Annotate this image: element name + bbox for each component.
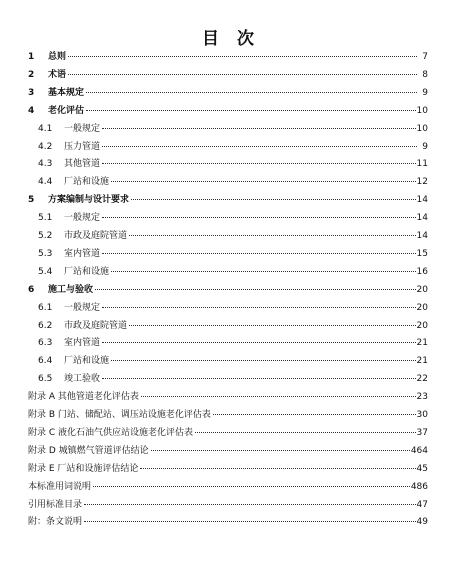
toc-entry-label: 竣工验收 <box>64 374 101 385</box>
toc-entry-label: 术语 <box>48 69 67 80</box>
toc-entry-number: 5.4 <box>38 266 53 277</box>
toc-entry-label: 总则 <box>48 52 67 62</box>
toc-entry-page: 8 <box>422 69 428 80</box>
toc-dot-leader <box>84 521 416 522</box>
toc-entry-label: 厂站和设施 <box>64 177 110 188</box>
toc-entry-number: 6.4 <box>38 356 53 367</box>
toc-entry[interactable] <box>38 212 428 224</box>
toc-entry-page: 37 <box>416 427 428 438</box>
toc-entry-number: 5.3 <box>38 248 53 259</box>
toc-dot-leader <box>102 253 416 254</box>
toc-entry[interactable] <box>38 320 428 332</box>
toc-entry[interactable] <box>28 87 428 99</box>
toc-entry-page: 23 <box>416 392 428 403</box>
toc-entry-label: 方案编制与设计要求 <box>48 195 130 206</box>
toc-entry[interactable] <box>38 176 428 188</box>
toc-entry-number: 6.5 <box>38 374 53 385</box>
toc-entry[interactable] <box>28 481 428 493</box>
toc-dot-leader <box>68 74 417 75</box>
toc-dot-leader <box>213 414 416 415</box>
toc-entry-page: 14 <box>416 231 428 241</box>
toc-entry-number: 6.2 <box>38 320 53 331</box>
toc-entry-number: 5.1 <box>38 213 53 224</box>
toc-entry-number: 4.1 <box>38 123 53 134</box>
toc-entry-page: 9 <box>422 87 428 98</box>
toc-entry-number: 6.1 <box>38 302 53 313</box>
toc-entry[interactable] <box>28 463 428 475</box>
toc-entry-label: 基本规定 <box>48 87 85 98</box>
toc-dot-leader <box>93 486 410 487</box>
toc-entry-page: 47 <box>416 499 428 510</box>
toc-entry-number: 4.4 <box>38 177 53 188</box>
toc-dot-leader <box>102 163 416 164</box>
toc-entry-page: 20 <box>416 284 428 295</box>
toc-entry-page: 16 <box>416 266 428 277</box>
toc-entry[interactable] <box>28 194 428 206</box>
toc-entry-page: 21 <box>416 338 428 349</box>
toc-entry-number: 3 <box>28 87 35 98</box>
page-title: 目 次 <box>202 29 260 49</box>
toc-entry-page: 30 <box>416 410 428 420</box>
toc-entry-number: 2 <box>28 69 35 80</box>
toc-dot-leader <box>111 360 416 361</box>
toc-entry[interactable] <box>28 445 428 457</box>
toc-entry[interactable] <box>28 516 428 528</box>
toc-dot-leader <box>151 450 410 451</box>
toc-dot-leader <box>140 468 415 469</box>
toc-entry-page: 9 <box>422 141 428 152</box>
toc-entry-label: 附录 E 厂站和设施评估结论 <box>28 463 139 474</box>
toc-entry-label: 附：条文说明 <box>28 517 83 528</box>
toc-dot-leader <box>102 378 416 379</box>
toc-entry-number: 5 <box>28 195 35 206</box>
toc-entry-number: 6 <box>28 284 35 295</box>
toc-entry-label: 老化评估 <box>48 105 85 116</box>
toc-entry[interactable] <box>28 391 428 403</box>
toc-entry-page: 49 <box>416 517 428 528</box>
toc-dot-leader <box>111 271 416 272</box>
toc-entry[interactable] <box>28 69 428 81</box>
toc-entry-label: 厂站和设施 <box>64 356 110 367</box>
toc-entry[interactable] <box>38 266 428 278</box>
toc-entry-label: 厂站和设施 <box>64 266 110 277</box>
toc-entry-label: 附录 D 城镇燃气管道评估结论 <box>28 445 149 456</box>
toc-dot-leader <box>102 217 416 218</box>
toc-dot-leader <box>84 504 416 505</box>
toc-entry-label: 本标准用词说明 <box>28 481 92 492</box>
toc-entry[interactable] <box>38 248 428 260</box>
toc-entry[interactable] <box>38 302 428 314</box>
toc-entry-label: 一般规定 <box>64 213 101 224</box>
toc-entry-page: 10 <box>416 105 428 116</box>
toc-dot-leader <box>95 289 416 290</box>
toc-entry-label: 附录 B 门站、储配站、调压站设施老化评估表 <box>28 410 211 420</box>
toc-entry-label: 室内管道 <box>64 248 101 259</box>
toc-entry-label: 市政及庭院管道 <box>64 231 128 241</box>
toc-dot-leader <box>111 181 416 182</box>
toc-entry-number: 5.2 <box>38 231 53 241</box>
toc-dot-leader <box>195 432 416 433</box>
toc-entry[interactable] <box>28 409 428 421</box>
toc-entry-page: 12 <box>416 177 428 188</box>
toc-entry-number: 4 <box>28 105 35 116</box>
toc-entry-label: 一般规定 <box>64 302 101 313</box>
toc-entry-page: 20 <box>416 320 428 331</box>
toc-entry-page: 486 <box>410 481 428 492</box>
toc-dot-leader <box>129 325 416 326</box>
toc-entry-label: 一般规定 <box>64 123 101 134</box>
toc-entry-number: 1 <box>28 52 35 62</box>
toc-entry[interactable] <box>38 355 428 367</box>
toc-entry[interactable] <box>38 337 428 349</box>
toc-entry-label: 施工与验收 <box>48 284 94 295</box>
toc-entry[interactable] <box>38 373 428 385</box>
toc-entry-page: 20 <box>416 302 428 313</box>
toc-dot-leader <box>102 342 416 343</box>
toc-entry-page: 464 <box>410 445 428 456</box>
toc-entry-page: 11 <box>416 159 428 170</box>
toc-dot-leader <box>102 146 417 147</box>
toc-entry[interactable] <box>38 141 428 153</box>
toc-dot-leader <box>68 56 417 57</box>
toc-dot-leader <box>86 92 417 93</box>
toc-entry[interactable] <box>38 230 428 242</box>
toc-dot-leader <box>86 110 416 111</box>
toc-entry[interactable] <box>28 51 428 63</box>
toc-entry-label: 其他管道 <box>64 159 101 170</box>
toc-entry-label: 引用标准目录 <box>28 499 83 510</box>
toc-entry-page: 22 <box>416 374 428 385</box>
toc-entry-label: 市政及庭院管道 <box>64 320 128 331</box>
toc-entry[interactable] <box>28 427 428 439</box>
toc-entry[interactable] <box>28 499 428 511</box>
toc-entry-page: 21 <box>416 356 428 367</box>
toc-entry-label: 附录 C 液化石油气供应站设施老化评估表 <box>28 427 194 438</box>
toc-entry[interactable] <box>28 105 428 117</box>
toc-entry-number: 4.3 <box>38 159 53 170</box>
toc-dot-leader <box>141 396 416 397</box>
toc-entry-label: 附录 A 其他管道老化评估表 <box>28 392 139 403</box>
toc-entry-label: 压力管道 <box>64 141 101 152</box>
toc-entry-page: 45 <box>416 463 428 474</box>
toc-entry-number: 6.3 <box>38 338 53 349</box>
toc-dot-leader <box>102 128 416 129</box>
toc-entry-label: 室内管道 <box>64 338 101 349</box>
toc-dot-leader <box>102 307 416 308</box>
toc-entry[interactable] <box>38 158 428 170</box>
toc-entry-page: 14 <box>416 195 428 206</box>
toc-entry[interactable] <box>28 284 428 296</box>
toc-entry-page: 14 <box>416 213 428 224</box>
toc-dot-leader <box>129 235 416 236</box>
toc-entry-number: 4.2 <box>38 141 53 152</box>
toc-entry-page: 10 <box>416 123 428 134</box>
toc-dot-leader <box>131 199 416 200</box>
toc-entry-page: 15 <box>416 248 428 259</box>
toc-entry[interactable] <box>38 123 428 135</box>
toc-entry-page: 7 <box>422 52 428 62</box>
